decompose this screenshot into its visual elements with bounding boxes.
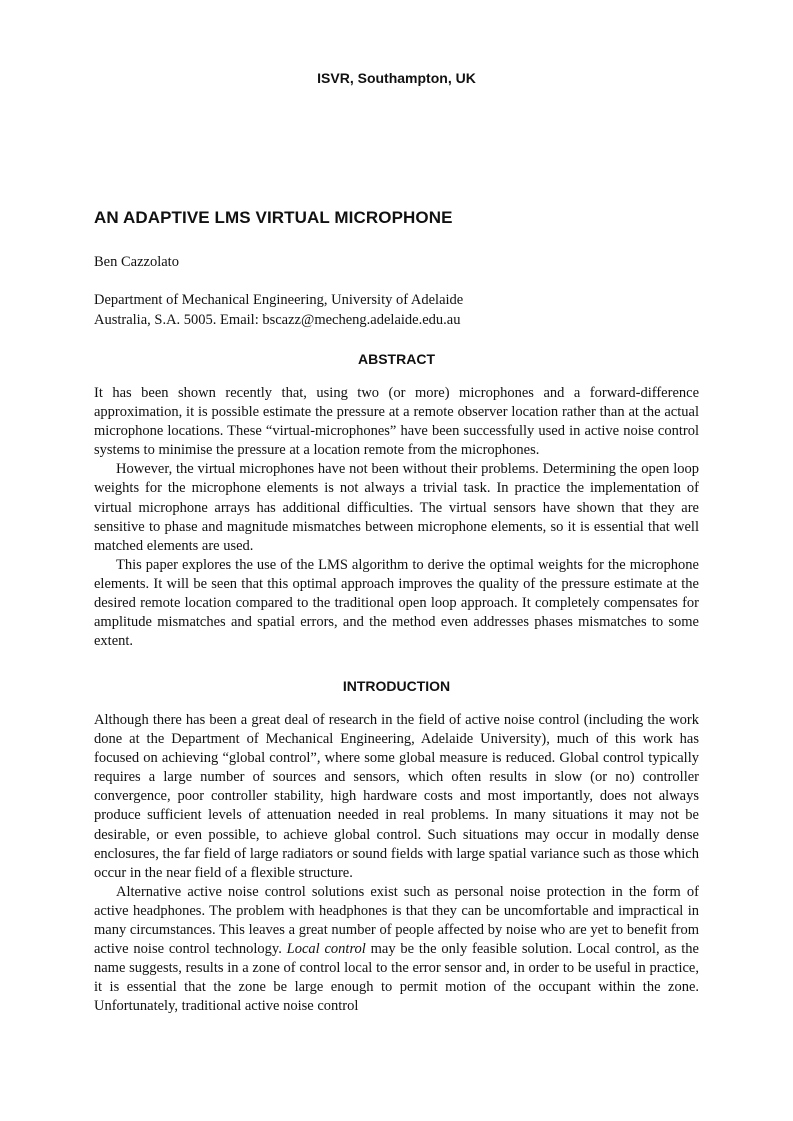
author-affiliation <box>94 290 463 330</box>
paragraph-text: may be the only feasible solution. Local control, as the name suggests, results in a zone of control local to the error sensor and, in order to be useful in practice, it is essential that the zone be large enough to permit motion of the occupant within the zone. Unfortunately, traditional active noise control <box>94 941 699 1015</box>
introduction-body <box>94 711 699 1017</box>
author-name: Ben Cazzolato <box>94 254 179 270</box>
introduction-paragraph <box>94 883 699 1017</box>
affiliation-line-2: Australia, S.A. 5005. Email: bscazz@mecheng.adelaide.edu.au <box>94 312 461 328</box>
abstract-paragraph: However, the virtual microphones have not been without their problems. Determining the open loop weights for the microphone elements is not always a trivial task. In practice the implementation of virtual microphone arrays has additional difficulties. The virtual sensors have shown that they are sensitive to phase and magnitude mismatches between microphone elements, so it is essential that well matched elements are used. <box>94 461 699 554</box>
abstract-paragraph: This paper explores the use of the LMS algorithm to derive the optimal weights for the microphone elements. It will be seen that this optimal approach improves the quality of the pressure estimate at the desired remote location compared to the traditional open loop approach. It completely compensates for amplitude mismatches and spatial errors, and the method even addresses phases mismatches to some extent. <box>94 556 699 650</box>
venue-header: ISVR, Southampton, UK <box>317 70 476 86</box>
emphasized-term: Local control <box>286 941 366 958</box>
abstract-heading: ABSTRACT <box>358 351 435 367</box>
introduction-paragraph: Although there has been a great deal of research in the field of active noise control (including the work done at the Department of Mechanical Engineering, Adelaide University), much of this work has focused on achieving “global control”, where some global measure is reduced. Global control typically requires a large number of sources and sensors, which often results in slow (or no) controller convergence, poor controller stability, high hardware costs and most importantly, does not always produce sufficient levels of attenuation needed in real problems. In many situations it may not be desirable, or even possible, to achieve global control. Such situations may occur in modally dense enclosures, the far field of large radiators or sound fields with large spatial variance such as those which occur in the near field of a flexible structure. <box>94 712 699 881</box>
abstract-paragraph: It has been shown recently that, using two (or more) microphones and a forward-difference approximation, it is possible estimate the pressure at a remote observer location rather than at the actual microphone locations. These “virtual-microphones” have been successfully used in active noise control systems to minimise the pressure at a location remote from the microphones. <box>94 385 699 459</box>
abstract-body <box>94 384 699 651</box>
introduction-heading: INTRODUCTION <box>342 678 451 694</box>
paper-title: AN ADAPTIVE LMS VIRTUAL MICROPHONE <box>94 208 453 227</box>
paragraph-text: Alternative active noise control solutions exist such as personal noise protection in the form of active headphones. The problem with headphones is that they can be uncomfortable and impractical in many circumstances. This leaves a great number of people affected by noise who are yet to benefit from active noise control technology. <box>94 883 699 958</box>
affiliation-line-1: Department of Mechanical Engineering, University of Adelaide <box>94 292 464 308</box>
